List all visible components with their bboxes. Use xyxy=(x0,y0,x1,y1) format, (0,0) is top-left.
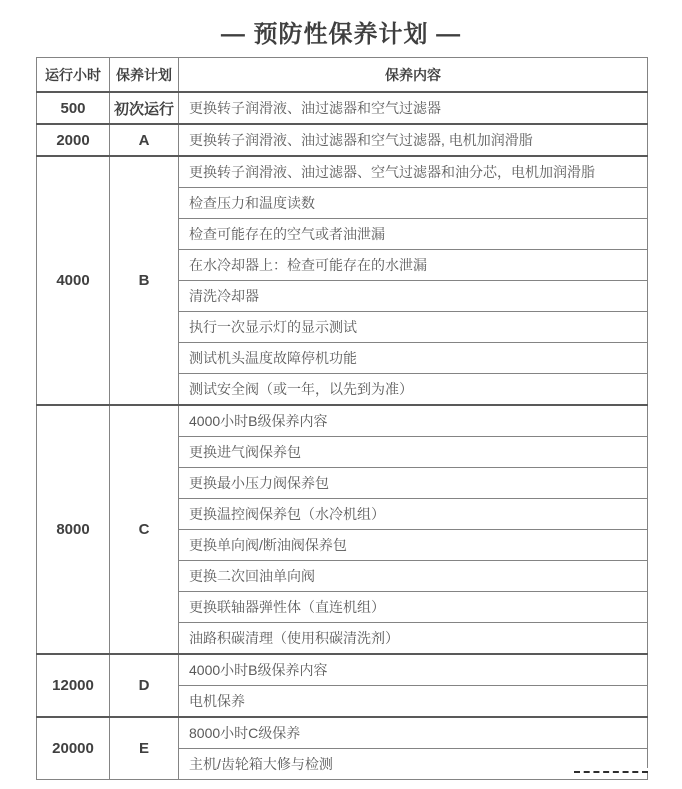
maintenance-item-cell: 更换转子润滑液、油过滤器和空气过滤器, 电机加润滑脂 xyxy=(179,124,648,156)
maintenance-item-cell: 检查压力和温度读数 xyxy=(179,188,648,219)
hours-cell: 500 xyxy=(37,92,110,124)
hours-cell: 2000 xyxy=(37,124,110,156)
maintenance-item-cell: 更换进气阀保养包 xyxy=(179,437,648,468)
maintenance-item-cell: 清洗冷却器 xyxy=(179,281,648,312)
column-header-content: 保养内容 xyxy=(179,58,648,93)
maintenance-item-cell: 更换转子润滑液、油过滤器、空气过滤器和油分芯，电机加润滑脂 xyxy=(179,156,648,188)
maintenance-item-cell: 4000小时B级保养内容 xyxy=(179,654,648,686)
maintenance-item-cell: 测试安全阀（或一年，以先到为准） xyxy=(179,374,648,406)
table-row xyxy=(37,124,648,156)
table-row xyxy=(37,654,648,686)
maintenance-item-cell: 主机/齿轮箱大修与检测 xyxy=(179,749,648,780)
maintenance-item-cell: 测试机头温度故障停机功能 xyxy=(179,343,648,374)
maintenance-item-cell: 检查可能存在的空气或者油泄漏 xyxy=(179,219,648,250)
maintenance-item-cell: 在水冷却器上：检查可能存在的水泄漏 xyxy=(179,250,648,281)
plan-cell: 初次运行 xyxy=(110,92,179,124)
table-row xyxy=(37,717,648,749)
hours-cell: 4000 xyxy=(37,156,110,405)
plan-cell: C xyxy=(110,405,179,654)
hours-cell: 20000 xyxy=(37,717,110,780)
column-header-hours: 运行小时 xyxy=(37,58,110,93)
plan-cell: A xyxy=(110,124,179,156)
maintenance-item-cell: 电机保养 xyxy=(179,686,648,718)
table-header-row xyxy=(37,58,648,93)
plan-cell: B xyxy=(110,156,179,405)
maintenance-item-cell: 执行一次显示灯的显示测试 xyxy=(179,312,648,343)
table-body xyxy=(37,92,648,780)
plan-cell: E xyxy=(110,717,179,780)
page-title: — 预防性保养计划 — xyxy=(220,21,462,48)
bottom-border-dash-fragment xyxy=(574,768,648,773)
hours-cell: 8000 xyxy=(37,405,110,654)
maintenance-item-cell: 油路积碳清理（使用积碳清洗剂） xyxy=(179,623,648,655)
table-row xyxy=(37,156,648,188)
maintenance-item-cell: 更换二次回油单向阀 xyxy=(179,561,648,592)
maintenance-schedule-table xyxy=(36,57,648,780)
maintenance-item-cell: 8000小时C级保养 xyxy=(179,717,648,749)
maintenance-item-cell: 4000小时B级保养内容 xyxy=(179,405,648,437)
maintenance-item-cell: 更换单向阀/断油阀保养包 xyxy=(179,530,648,561)
maintenance-item-cell: 更换温控阀保养包（水冷机组） xyxy=(179,499,648,530)
hours-cell: 12000 xyxy=(37,654,110,717)
table-row xyxy=(37,405,648,437)
maintenance-item-cell: 更换最小压力阀保养包 xyxy=(179,468,648,499)
maintenance-item-cell: 更换联轴器弹性体（直连机组） xyxy=(179,592,648,623)
table-row xyxy=(37,92,648,124)
column-header-plan: 保养计划 xyxy=(110,58,179,93)
maintenance-item-cell: 更换转子润滑液、油过滤器和空气过滤器 xyxy=(179,92,648,124)
plan-cell: D xyxy=(110,654,179,717)
